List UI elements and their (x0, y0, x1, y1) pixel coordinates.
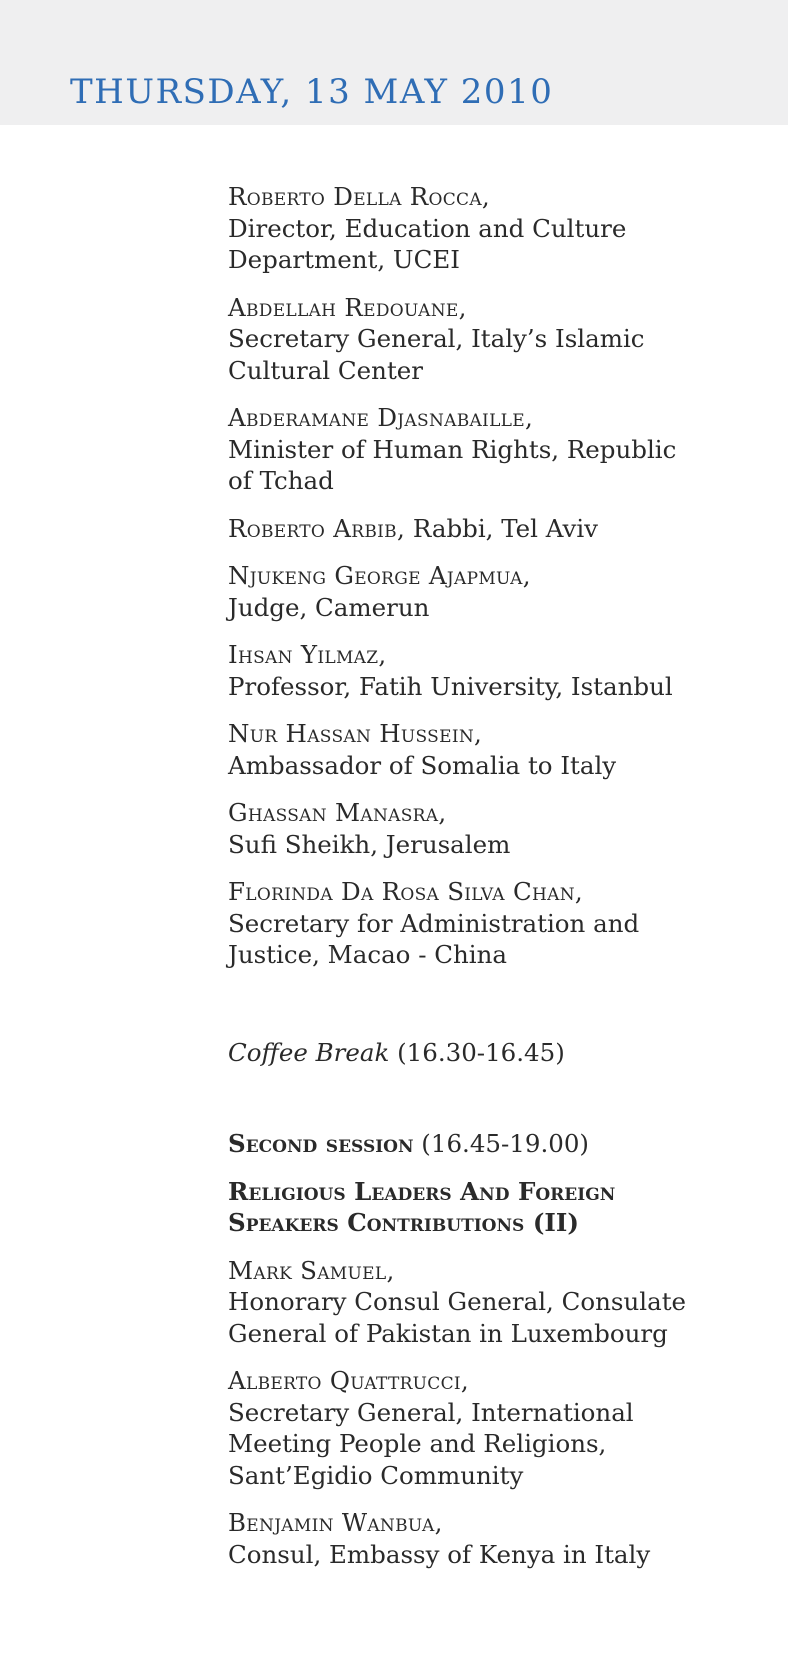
speaker-entry (228, 797, 768, 860)
program-content (228, 181, 768, 1586)
speaker-entry (228, 639, 768, 702)
speaker-entry (228, 402, 768, 497)
coffee-break-time: (16.30-16.45) (389, 1037, 565, 1067)
speaker-role: Sant’Egidio Community (228, 1460, 524, 1490)
speaker-entry (228, 1507, 768, 1570)
date-title: THURSDAY, 13 MAY 2010 (70, 72, 554, 112)
speaker-role: Justice, Macao - China (228, 940, 508, 969)
speaker-entry (228, 292, 768, 387)
speaker-entry (228, 560, 768, 623)
speaker-role: Department, UCEI (228, 245, 460, 274)
section-title-line: Religious Leaders And Foreign (228, 1176, 616, 1206)
session-label: Second session (228, 1129, 414, 1158)
section-title (228, 1176, 768, 1239)
speaker-role: Cultural Center (228, 355, 424, 385)
session-time: (16.45-19.00) (413, 1129, 589, 1158)
speaker-role: Professor, Fatih University, Istanbul (228, 671, 673, 701)
speaker-role: Minister of Human Rights, Republic (228, 434, 677, 464)
speaker-name: Alberto Quattrucci, (228, 1366, 470, 1395)
speaker-name: Roberto Della Rocca, (228, 182, 491, 211)
speaker-role: Secretary General, International (228, 1397, 634, 1427)
speaker-entry (228, 1365, 768, 1491)
speaker-entry (228, 718, 768, 781)
speaker-name: Florinda Da Rosa Silva Chan, (228, 877, 583, 906)
page-header (0, 0, 788, 125)
speaker-name: Abderamane Djasnabaille, (228, 403, 534, 432)
speaker-name: Roberto Arbib, (228, 513, 406, 543)
speaker-role: Sufi Sheikh, Jerusalem (228, 829, 511, 859)
speaker-name: Ghassan Manasra, (228, 798, 447, 827)
speaker-name: Abdellah Redouane, (228, 292, 467, 322)
speaker-role: Judge, Camerun (228, 592, 430, 622)
coffee-break (228, 1037, 768, 1069)
speaker-entry (228, 1255, 768, 1350)
speaker-role: Ambassador of Somalia to Italy (228, 750, 617, 780)
speaker-role: Secretary General, Italy’s Islamic (228, 324, 645, 353)
speaker-role: Secretary for Administration and (228, 908, 640, 938)
speaker-name: Nur Hassan Hussein, (228, 719, 483, 748)
speaker-entry (228, 513, 768, 545)
speaker-name: Benjamin Wanbua, (228, 1508, 443, 1537)
speaker-name: Ihsan Yilmaz, (228, 640, 387, 669)
speaker-role: Director, Education and Culture (228, 213, 627, 243)
speaker-entry (228, 181, 768, 276)
second-session-heading (228, 1128, 768, 1160)
speaker-name: Njukeng George Ajapmua, (228, 561, 531, 590)
speaker-name: Mark Samuel, (228, 1255, 395, 1285)
speaker-role: Honorary Consul General, Consulate (228, 1287, 687, 1316)
speaker-role: General of Pakistan in Luxembourg (228, 1318, 668, 1348)
speaker-entry (228, 876, 768, 971)
speaker-role: Rabbi, Tel Aviv (405, 513, 599, 543)
coffee-break-label: Coffee Break (228, 1037, 390, 1067)
speaker-role: of Tchad (228, 466, 334, 495)
speaker-role: Consul, Embassy of Kenya in Italy (228, 1539, 651, 1569)
section-title-line: Speakers Contributions (II) (228, 1208, 579, 1237)
speaker-role: Meeting People and Religions, (228, 1429, 607, 1458)
